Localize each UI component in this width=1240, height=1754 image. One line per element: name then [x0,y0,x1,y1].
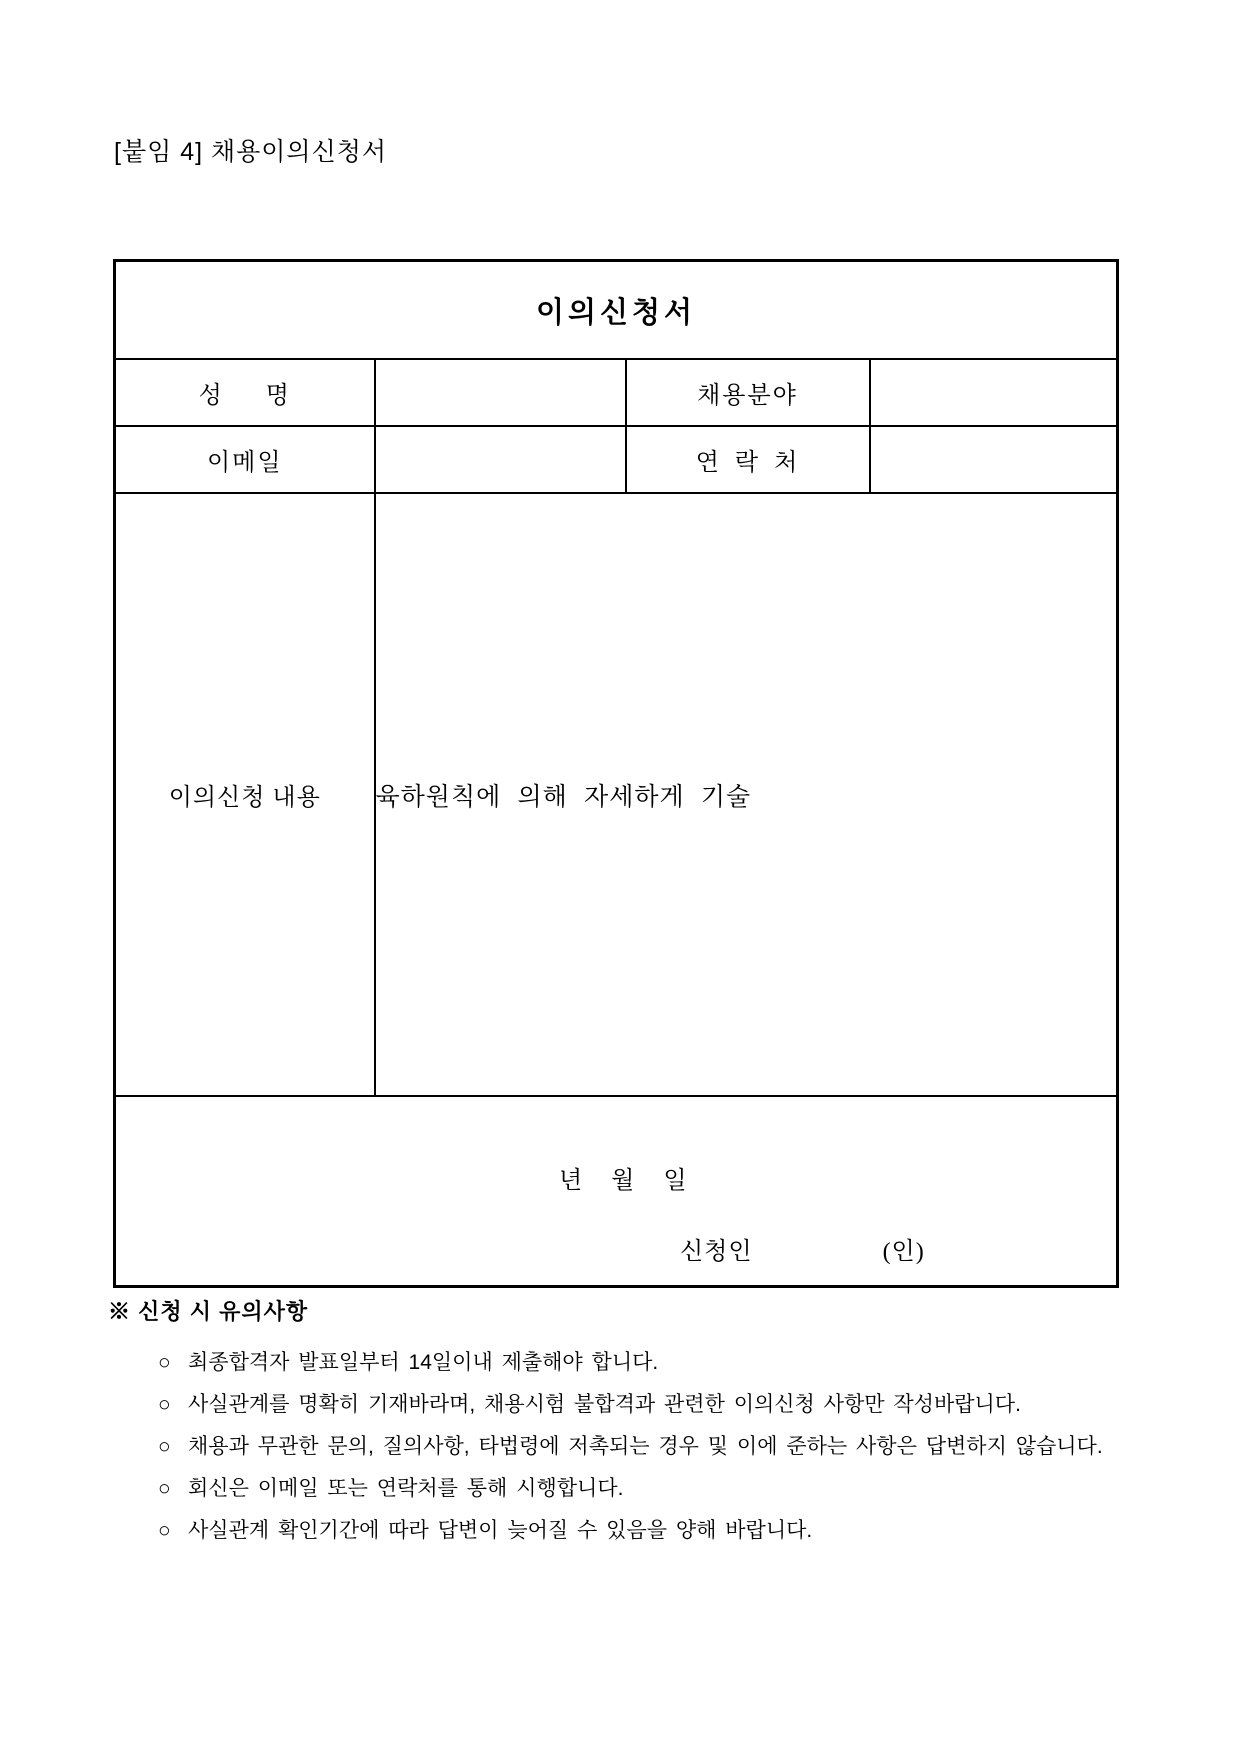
email-label: 이메일 [115,426,375,493]
note-text: 채용과 무관한 문의, 질의사항, 타법령에 저촉되는 경우 및 이에 준하는 사항은 답변하지 않습니다. [188,1435,1103,1458]
signature-cell [115,1096,1118,1287]
notes-section [108,1297,1148,1557]
signer-label: 신청인 [680,1238,753,1265]
contact-label: 연 락 처 [626,426,870,493]
name-value-cell [375,359,626,426]
note-item [158,1347,1148,1378]
signature-row [115,1096,1118,1287]
email-contact-row [115,426,1118,493]
seal-label: (인) [882,1238,925,1265]
date-line: 년 월 일 [559,1167,688,1194]
note-text: 최종합격자 발표일부터 14일이내 제출해야 합니다. [188,1351,659,1374]
title-row [115,261,1118,360]
form-title: 이의신청서 [115,261,1118,360]
circle-bullet-icon: ○ [158,1435,171,1458]
recruit-field-value-cell [870,359,1118,426]
content-cell [375,493,1118,1096]
note-item [158,1473,1148,1504]
doc-header: [붙임 4] 채용이의신청서 [114,138,388,166]
signer-line [116,1231,1116,1266]
circle-bullet-icon: ○ [158,1477,171,1500]
circle-bullet-icon: ○ [158,1393,171,1416]
content-row [115,493,1118,1096]
note-item [158,1515,1148,1546]
note-text: 회신은 이메일 또는 연락처를 통해 시행합니다. [188,1477,624,1500]
notes-heading: ※ 신청 시 유의사항 [108,1299,309,1324]
name-label: 성 명 [115,359,375,426]
name-recruitfield-row [115,359,1118,426]
circle-bullet-icon: ○ [158,1351,171,1374]
circle-bullet-icon: ○ [158,1519,171,1542]
note-text: 사실관계를 명확히 기재바라며, 채용시험 불합격과 관련한 이의신청 사항만 작성바랍니다. [188,1393,1021,1416]
notes-list [158,1347,1148,1546]
note-text: 사실관계 확인기간에 따라 답변이 늦어질 수 있음을 양해 바랍니다. [188,1519,813,1542]
note-item [158,1431,1148,1462]
email-value-cell [375,426,626,493]
recruit-field-label: 채용분야 [626,359,870,426]
objection-form-table [113,259,1119,1288]
content-instruction-text: 육하원칙에 의해 자세하게 기술 [375,783,752,811]
content-label: 이의신청 내용 [115,493,375,1096]
note-item [158,1389,1148,1420]
contact-value-cell [870,426,1118,493]
